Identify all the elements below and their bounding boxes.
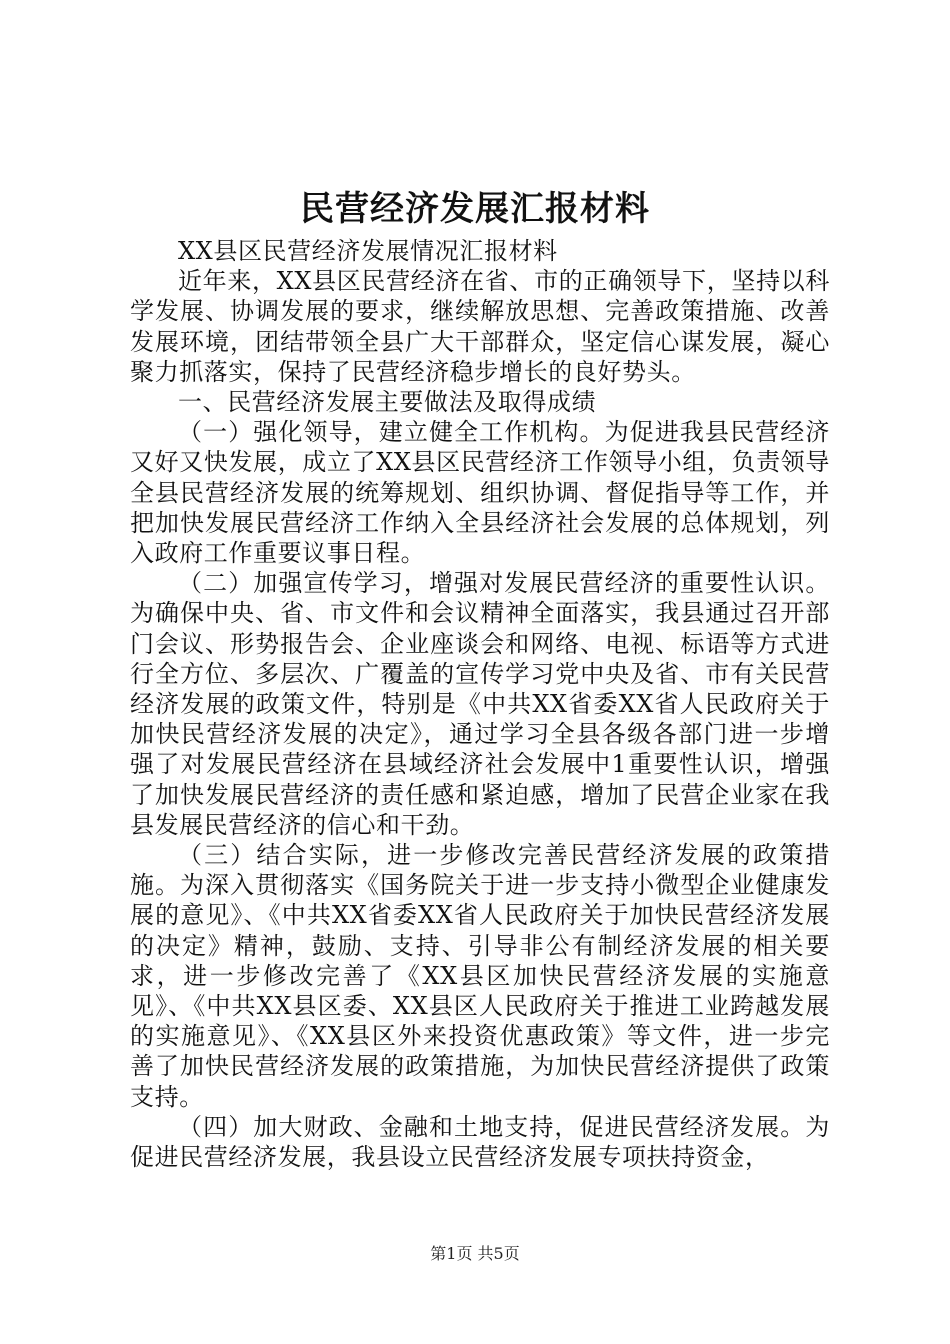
paragraph-item-2: （二）加强宣传学习，增强对发展民营经济的重要性认识。为确保中央、省、市文件和会议精神全面落实，我县通过召开部门会议、形势报告会、企业座谈会和网络、电视、标语等方式进行全方位、多层次、广覆盖的宣传学习党中央及省、市有关民营经济发展的政策文件，特别是《中共XX省委XX省人民政府关于加快民营经济发展的决定》，通过学习全县各级各部门进一步增强了对发展民营经济在县域经济社会发展中1重要性认识，增强了加快发展民营经济的责任感和紧迫感，增加了民营企业家在我县发展民营经济的信心和干劲。: [130, 569, 830, 839]
section-heading: 一、民营经济发展主要做法及取得成绩: [178, 388, 597, 417]
page-footer: 第1页 共5页: [430, 1244, 520, 1263]
paragraph-item-1: （一）强化领导，建立健全工作机构。为促进我县民营经济又好又快发展，成立了XX县区民营经济工作领导小组，负责领导全县民营经济发展的统筹规划、组织协调、督促指导等工作，并把加快发展民营经济工作纳入全县经济社会发展的总体规划，列入政府工作重要议事日程。: [130, 418, 830, 568]
paragraph-intro: 近年来，XX县区民营经济在省、市的正确领导下，坚持以科学发展、协调发展的要求，继续解放思想、完善政策措施、改善发展环境，团结带领全县广大干部群众，坚定信心谋发展，凝心聚力抓落实，保持了民营经济稳步增长的良好势头。: [130, 267, 830, 386]
document-subtitle: XX县区民营经济发展情况汇报材料: [178, 237, 558, 265]
document-body: [130, 236, 830, 1172]
paragraph-item-4: （四）加大财政、金融和土地支持，促进民营经济发展。为促进民营经济发展，我县设立民营经济发展专项扶持资金，: [130, 1112, 830, 1172]
paragraph-item-3: （三）结合实际，进一步修改完善民营经济发展的政策措施。为深入贯彻落实《国务院关于进一步支持小微型企业健康发展的意见》、《中共XX省委XX省人民政府关于加快民营经济发展的决定》精神，鼓励、支持、引导非公有制经济发展的相关要求，进一步修改完善了《XX县区加快民营经济发展的实施意见》、《中共XX县区委、XX县区人民政府关于推进工业跨越发展的实施意见》、《XX县区外来投资优惠政策》等文件，进一步完善了加快民营经济发展的政策措施，为加快民营经济提供了政策支持。: [130, 841, 830, 1111]
document-title: 民营经济发展汇报材料: [300, 189, 650, 229]
